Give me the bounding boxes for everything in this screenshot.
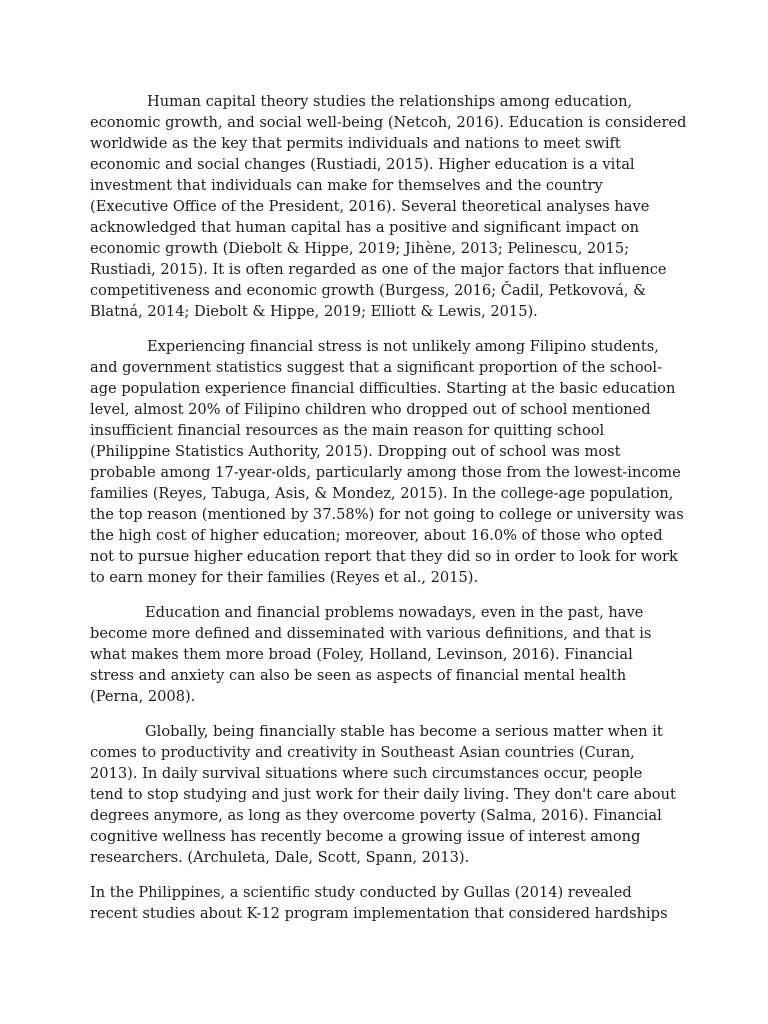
text-line: Rustiadi, 2015). It is often regarded as one of the major factors that influence	[90, 261, 667, 278]
text-line: investment that individuals can make for themselves and the country	[90, 177, 603, 194]
paragraph-financial-stress	[90, 336, 690, 588]
text-line: (Executive Office of the President, 2016). Several theoretical analyses have	[90, 198, 650, 215]
paragraph-globally	[90, 721, 690, 868]
text-line: not to pursue higher education report that they did so in order to look for work	[90, 548, 678, 565]
text-line: worldwide as the key that permits individuals and nations to meet swift	[90, 135, 621, 152]
text-line: comes to productivity and creativity in Southeast Asian countries (Curan,	[90, 744, 635, 761]
text-line: cognitive wellness has recently become a growing issue of interest among	[90, 828, 641, 845]
text-line: the top reason (mentioned by 37.58%) for not going to college or university was	[90, 506, 684, 523]
text-line: families (Reyes, Tabuga, Asis, & Mondez, 2015). In the college-age population,	[90, 485, 674, 502]
text-line: Blatná, 2014; Diebolt & Hippe, 2019; Elliott & Lewis, 2015).	[90, 303, 538, 320]
text-line: economic growth, and social well-being (Netcoh, 2016). Education is considered	[90, 114, 687, 131]
text-line: probable among 17-year-olds, particularly among those from the lowest-income	[90, 464, 681, 481]
text-line: (Perna, 2008).	[90, 688, 196, 705]
text-line: Education and financial problems nowadays, even in the past, have	[145, 604, 644, 621]
paragraph-human-capital	[90, 91, 690, 322]
text-line: insufficient financial resources as the main reason for quitting school	[90, 422, 605, 439]
text-line: In the Philippines, a scientific study conducted by Gullas (2014) revealed	[90, 884, 632, 901]
text-line: Experiencing financial stress is not unlikely among Filipino students,	[147, 338, 659, 355]
paragraph-philippines	[90, 882, 690, 924]
text-line: (Philippine Statistics Authority, 2015). Dropping out of school was most	[90, 443, 621, 460]
text-line: become more defined and disseminated with various definitions, and that is	[90, 625, 652, 642]
text-line: age population experience financial difficulties. Starting at the basic education	[90, 380, 676, 397]
text-line: the high cost of higher education; moreover, about 16.0% of those who opted	[90, 527, 663, 544]
text-line: 2013). In daily survival situations where such circumstances occur, people	[90, 765, 643, 782]
text-line: level, almost 20% of Filipino children who dropped out of school mentioned	[90, 401, 651, 418]
text-line: to earn money for their families (Reyes et al., 2015).	[90, 569, 479, 586]
document-body	[90, 91, 690, 938]
text-line: what makes them more broad (Foley, Holland, Levinson, 2016). Financial	[90, 646, 633, 663]
text-line: economic growth (Diebolt & Hippe, 2019; Jihène, 2013; Pelinescu, 2015;	[90, 240, 630, 257]
text-line: Globally, being financially stable has become a serious matter when it	[145, 723, 663, 740]
text-line: acknowledged that human capital has a positive and significant impact on	[90, 219, 640, 236]
text-line: and government statistics suggest that a significant proportion of the school-	[90, 359, 662, 376]
text-line: competitiveness and economic growth (Burgess, 2016; Čadil, Petkovová, &	[90, 282, 647, 299]
text-line: recent studies about K-12 program implementation that considered hardships	[90, 905, 668, 922]
text-line: Human capital theory studies the relationships among education,	[147, 93, 633, 110]
text-line: tend to stop studying and just work for their daily living. They don't care about	[90, 786, 676, 803]
text-line: stress and anxiety can also be seen as aspects of financial mental health	[90, 667, 627, 684]
text-line: economic and social changes (Rustiadi, 2015). Higher education is a vital	[90, 156, 635, 173]
text-line: degrees anymore, as long as they overcome poverty (Salma, 2016). Financial	[90, 807, 662, 824]
paragraph-education-financial-problems	[90, 602, 690, 707]
text-line: researchers. (Archuleta, Dale, Scott, Spann, 2013).	[90, 849, 470, 866]
